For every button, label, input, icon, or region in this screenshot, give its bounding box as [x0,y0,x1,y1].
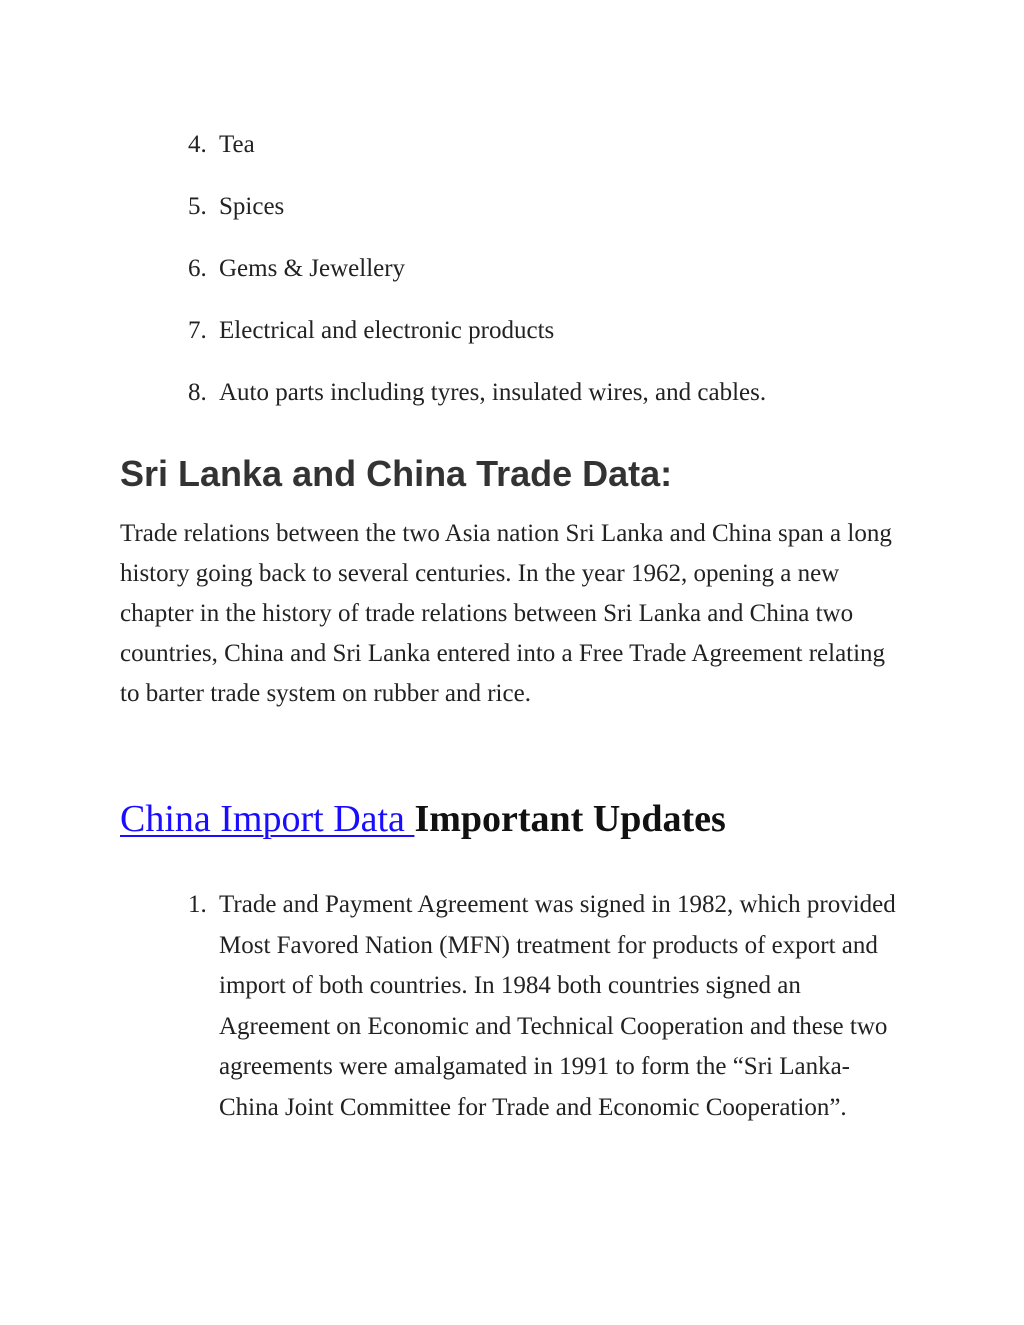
updates-heading [120,795,726,843]
list-item-number: 4. [188,131,207,158]
list-item-text: Tea [219,131,255,158]
list-item-text: Auto parts including tyres, insulated wires, and cables. [219,379,767,406]
export-products-list [188,126,766,436]
list-item [188,885,908,1128]
list-item [188,312,766,350]
updates-heading-text: Important Updates [414,798,726,840]
china-import-data-link[interactable]: China Import Data [120,798,415,840]
list-item-number: 1. [188,891,207,918]
list-item [188,188,766,226]
list-item [188,126,766,164]
list-item-number: 5. [188,193,207,220]
list-item-text: Spices [219,193,285,220]
trade-data-paragraph: Trade relations between the two Asia nation Sri Lanka and China span a long history going back to several centuries. In the year 1962, opening a new chapter in the history of trade relations between Sri Lanka and China two countries, China and Sri Lanka entered into a Free Trade Agreement relating to barter trade system on rubber and rice. [120,520,892,707]
list-item-text: Electrical and electronic products [219,317,555,344]
list-item-text: Gems & Jewellery [219,255,406,282]
updates-list [188,885,908,1128]
list-item-text: Trade and Payment Agreement was signed in 1982, which provided Most Favored Nation (MFN) treatment for products of export and import of both countries. In 1984 both countries signed an Agreement on Economic and Technical Cooperation and these two agreements were amalgamated in 1991 to form the “Sri Lanka-China Joint Committee for Trade and Economic Cooperation”. [219,891,896,1121]
list-item-number: 6. [188,255,207,282]
list-item [188,374,766,412]
list-item [188,250,766,288]
list-item-number: 8. [188,379,207,406]
trade-data-heading: Sri Lanka and China Trade Data: [120,453,673,494]
list-item-number: 7. [188,317,207,344]
